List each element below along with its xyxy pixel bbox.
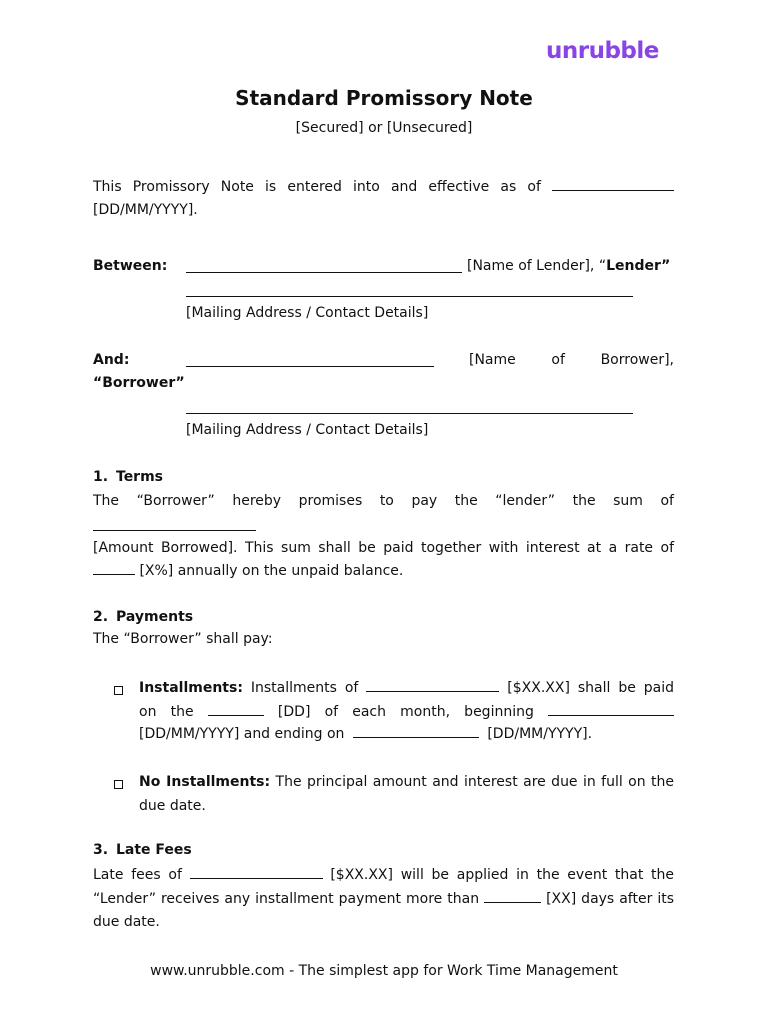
lender-name-blank[interactable] (186, 272, 462, 273)
no-installments-paragraph (139, 771, 674, 818)
terms-line-1: The “Borrower” hereby promises to pay the “lender” the sum of (93, 493, 674, 509)
footer-text: www.unrubble.com - The simplest app for Work Time Management (150, 963, 618, 979)
late-fees-text: [XX] days after its due date. (93, 890, 675, 930)
installments-label: Installments: (139, 680, 243, 696)
and-label: And: (93, 352, 130, 368)
late-fees-text: [$XX.XX] will be applied in the event that the “Lender” receives any installment payment more than (93, 867, 675, 907)
section-number: 1. (93, 469, 109, 485)
terms-line-2: [Amount Borrowed]. This sum shall be paid together with interest at a rate of (93, 540, 674, 556)
installment-start-blank[interactable] (548, 703, 674, 716)
effective-date-blank[interactable] (552, 178, 674, 191)
intro-text-before: This Promissory Note is entered into and effective as of (93, 179, 541, 195)
lender-role: Lender” (606, 258, 671, 274)
no-installments-text: The principal amount and interest are due in full on the due date. (139, 774, 674, 814)
terms-line-3 (93, 562, 403, 579)
installments-text: [DD/MM/YYYY] and ending on (139, 726, 345, 742)
lender-name-text: [Name of Lender], “ (467, 258, 607, 274)
installments-text: on the (139, 704, 194, 720)
brand-logo: unrubble (546, 38, 659, 64)
section-number: 2. (93, 609, 109, 625)
lender-name-placeholder (467, 258, 670, 274)
installments-text: Installments of (250, 680, 359, 696)
late-fee-amount-blank[interactable] (190, 866, 323, 879)
lender-address-placeholder: [Mailing Address / Contact Details] (186, 305, 429, 321)
installments-text: [DD/MM/YYYY]. (487, 726, 593, 742)
installment-amount-blank[interactable] (366, 679, 499, 692)
between-label: Between: (93, 258, 168, 274)
no-installments-label: No Installments: (139, 774, 271, 790)
installments-checkbox[interactable] (114, 684, 123, 698)
intro-text-after: [DD/MM/YYYY]. (93, 202, 198, 218)
section-number: 3. (93, 842, 109, 858)
borrower-role: “Borrower” (93, 375, 185, 391)
no-installments-checkbox[interactable] (114, 778, 123, 792)
installment-end-blank[interactable] (353, 725, 479, 738)
section-heading-text: Late Fees (116, 842, 192, 858)
checkbox-icon (114, 780, 123, 789)
section-payments-heading (93, 609, 193, 625)
section-heading-text: Terms (116, 469, 164, 485)
section-heading-text: Payments (116, 609, 194, 625)
lender-address-blank[interactable] (186, 296, 633, 297)
intro-paragraph (93, 176, 674, 200)
installments-line-2 (139, 701, 674, 725)
document-subtitle: [Secured] or [Unsecured] (295, 120, 473, 136)
late-fees-paragraph (93, 864, 674, 935)
installments-text: [$XX.XX] shall be paid (507, 680, 675, 696)
borrower-address-blank[interactable] (186, 413, 633, 414)
amount-borrowed-blank[interactable] (93, 530, 256, 531)
borrower-name-blank[interactable] (186, 366, 434, 367)
installments-line-3 (139, 725, 592, 742)
installment-day-blank[interactable] (208, 703, 264, 716)
late-days-blank[interactable] (484, 890, 541, 903)
installments-line-1 (139, 677, 674, 701)
checkbox-icon (114, 686, 123, 695)
section-late-fees-heading (93, 842, 192, 858)
late-fees-text: Late fees of (93, 867, 182, 883)
interest-rate-blank[interactable] (93, 562, 135, 575)
installments-text: [DD] of each month, beginning (277, 704, 534, 720)
terms-line-3-text: [X%] annually on the unpaid balance. (139, 563, 404, 579)
borrower-address-placeholder: [Mailing Address / Contact Details] (186, 422, 429, 438)
document-title: Standard Promissory Note (235, 86, 533, 110)
section-terms-heading (93, 469, 163, 485)
borrower-name-placeholder: [Name of Borrower], (469, 352, 674, 368)
payments-intro: The “Borrower” shall pay: (93, 631, 273, 647)
